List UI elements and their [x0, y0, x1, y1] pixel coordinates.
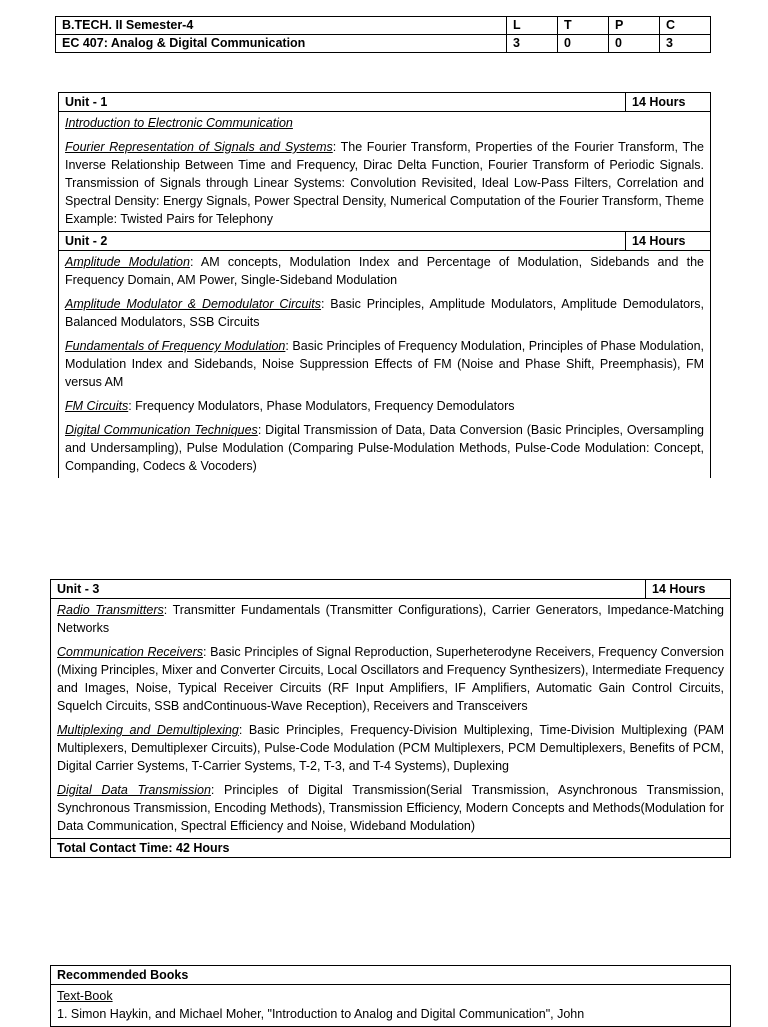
- unit3-label: Unit - 3: [51, 580, 646, 599]
- header-row-course: [56, 35, 711, 53]
- col-c-value: 3: [660, 35, 711, 53]
- recommended-books-table: [50, 965, 731, 1027]
- unit2-label: Unit - 2: [59, 232, 626, 251]
- topic-title: Amplitude Modulator & Demodulator Circuits: [65, 297, 322, 311]
- books-content: [51, 985, 731, 1027]
- unit3-topic: [57, 601, 724, 637]
- topic-title: Fourier Representation of Signals and Systems: [65, 140, 333, 154]
- unit3-header-row: [51, 580, 731, 599]
- topic-body: : Basic Principles of Signal Reproduction, Superheterodyne Receivers, Frequency Conversion (Mixing Principles, Mixer and Converter Circuits, Local Oscillators and Frequency Synthesizers), Intermediate Frequency and Images, Noise, Typical Receiver Circuits (RF Input Amplifiers, IF Amplifiers, Automatic Gain Control Circuits, Squelch Circuits, SSB andContinuous-Wave Reception), Receivers and Transceivers: [57, 645, 724, 713]
- unit1-content-row: [59, 112, 711, 232]
- units-1-2-table: [58, 92, 711, 478]
- topic-title: Digital Communication Techniques: [65, 423, 258, 437]
- topic-body: : AM concepts, Modulation Index and Percentage of Modulation, Sidebands and the Frequency Domain, AM Power, Single-Sideband Modulation: [65, 255, 704, 287]
- course-header-table: [55, 16, 711, 53]
- books-header-row: [51, 966, 731, 985]
- total-contact-row: [51, 839, 731, 858]
- topic-title: Amplitude Modulation: [65, 255, 190, 269]
- unit2-topic: [65, 253, 704, 289]
- topic-body: : Basic Principles, Frequency-Division Multiplexing, Time-Division Multiplexing (PAM Multiplexers, Demultiplexer Circuits), Pulse-Code Modulation (PCM Multiplexers, PCM Demultiplexers, Benefits of PCM, Digital Carrier Systems, T-Carrier Systems, T-2, T-3, and T-4 Systems), Duplexing: [57, 723, 724, 773]
- unit1-label: Unit - 1: [59, 93, 626, 112]
- topic-title: Digital Data Transmission: [57, 783, 211, 797]
- topic-title: Radio Transmitters: [57, 603, 164, 617]
- unit2-hours: 14 Hours: [626, 232, 711, 251]
- topic-body: : Basic Principles, Amplitude Modulators, Amplitude Demodulators, Balanced Modulators, SSB Circuits: [65, 297, 704, 329]
- col-t-value: 0: [558, 35, 609, 53]
- topic-title: Multiplexing and Demultiplexing: [57, 723, 239, 737]
- topic-title: Communication Receivers: [57, 645, 204, 659]
- unit2-topic: [65, 295, 704, 331]
- col-t-label: T: [558, 17, 609, 35]
- topic-body: : Principles of Digital Transmission(Serial Transmission, Asynchronous Transmission, Synchronous Transmission, Encoding Methods), Transmission Efficiency, Modern Concepts and Methods(Modulation for Data Communication, Spectral Efficiency and Noise, Wideband Modulation): [57, 783, 724, 833]
- unit2-topic: [65, 397, 704, 415]
- unit1-content: [59, 112, 711, 232]
- unit-3-table: [50, 579, 731, 858]
- unit2-content-row: [59, 251, 711, 479]
- books-content-row: [51, 985, 731, 1027]
- unit2-topic: [65, 337, 704, 391]
- unit2-header-row: [59, 232, 711, 251]
- unit3-content-row: [51, 599, 731, 839]
- unit3-hours: 14 Hours: [646, 580, 731, 599]
- topic-body: : Basic Principles of Frequency Modulation, Principles of Phase Modulation, Modulation Index and Sidebands, Noise Suppression Effects of FM (Noise and Phase Shift, Preemphasis), FM versus AM: [65, 339, 704, 389]
- unit2-topic: [65, 421, 704, 475]
- topic-title: Fundamentals of Frequency Modulation: [65, 339, 286, 353]
- topic-title: FM Circuits: [65, 399, 129, 413]
- unit1-hours: 14 Hours: [626, 93, 711, 112]
- course-title: EC 407: Analog & Digital Communication: [56, 35, 507, 53]
- col-p-label: P: [609, 17, 660, 35]
- books-heading: Recommended Books: [51, 966, 731, 985]
- total-contact-time: Total Contact Time: 42 Hours: [51, 839, 731, 858]
- col-c-label: C: [660, 17, 711, 35]
- unit3-topic: [57, 643, 724, 715]
- textbook-label: Text-Book: [57, 989, 113, 1003]
- book-item: 1. Simon Haykin, and Michael Moher, "Introduction to Analog and Digital Communication", John: [57, 1007, 585, 1021]
- header-row-semester: [56, 17, 711, 35]
- semester-title: B.TECH. II Semester-4: [56, 17, 507, 35]
- unit3-content: [51, 599, 731, 839]
- unit3-topic: [57, 781, 724, 835]
- unit1-topic: [65, 138, 704, 228]
- topic-body: : Digital Transmission of Data, Data Conversion (Basic Principles, Oversampling and Undersampling), Pulse Modulation (Comparing Pulse-Modulation Methods, Pulse-Code Modulation: Concept, Companding, Codecs & Vocoders): [65, 423, 704, 473]
- topic-body: : Frequency Modulators, Phase Modulators, Frequency Demodulators: [128, 399, 515, 413]
- unit2-content: [59, 251, 711, 479]
- col-p-value: 0: [609, 35, 660, 53]
- col-l-label: L: [507, 17, 558, 35]
- col-l-value: 3: [507, 35, 558, 53]
- unit1-intro: Introduction to Electronic Communication: [65, 116, 293, 130]
- topic-body: : Transmitter Fundamentals (Transmitter Configurations), Carrier Generators, Impedance-Matching Networks: [57, 603, 724, 635]
- topic-body: : The Fourier Transform, Properties of the Fourier Transform, The Inverse Relationship Between Time and Frequency, Dirac Delta Function, Fourier Transform of Periodic Signals. Transmission of Signals through Linear Systems: Convolution Revisited, Ideal Low-Pass Filters, Correlation and Spectral Density: Energy Signals, Power Spectral Density, Numerical Computation of the Fourier Transform, Theme Example: Twisted Pairs for Telephony: [65, 140, 704, 226]
- unit3-topic: [57, 721, 724, 775]
- unit1-header-row: [59, 93, 711, 112]
